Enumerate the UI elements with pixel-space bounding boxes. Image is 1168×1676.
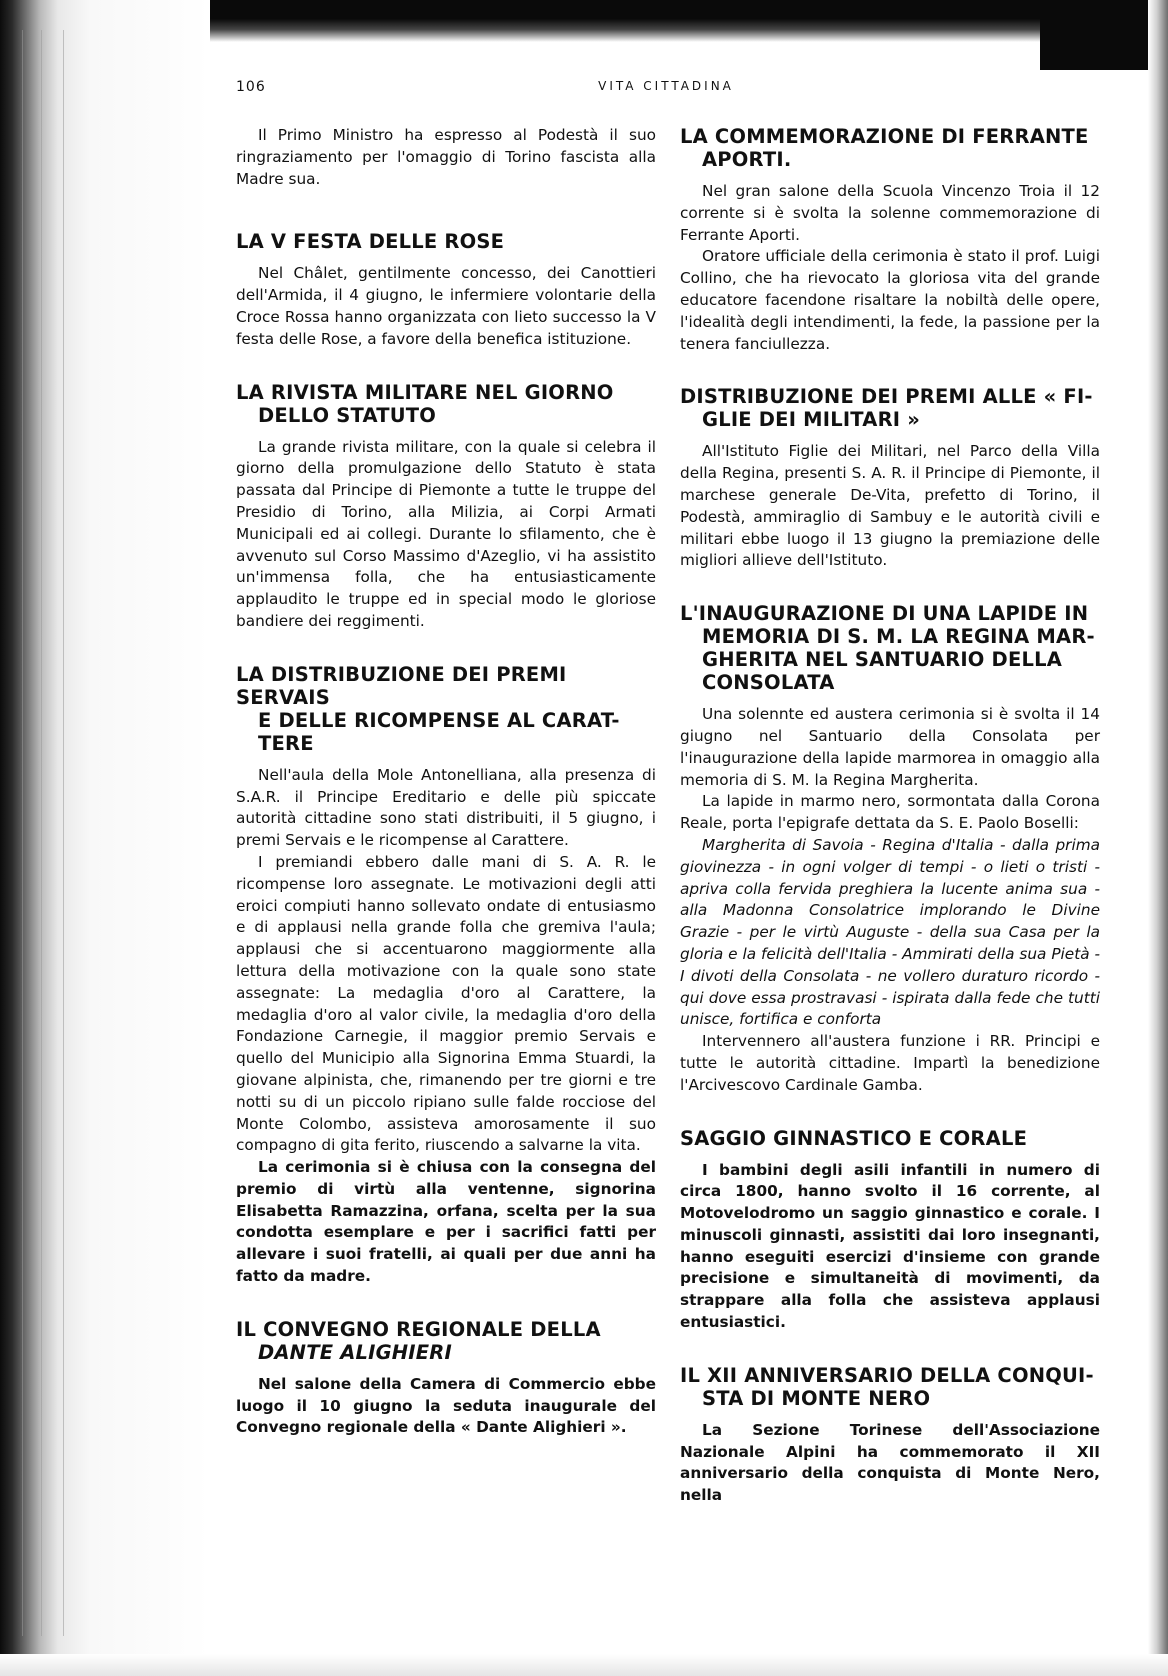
article-paragraph: Oratore ufficiale della cerimonia è stato il prof. Luigi Collino, che ha rievocato la gloriosa vita del grande educatore facendone risaltare la nobiltà delle opere, l'idealità degli intendimenti, la fede, la passione per la tenera fanciullezza.	[680, 247, 1100, 353]
article-title	[680, 1364, 1100, 1410]
title-line: LA RIVISTA MILITARE NEL GIORNO	[236, 380, 614, 404]
title-line: DELLO STATUTO	[258, 403, 437, 427]
spine-crease	[41, 30, 42, 1636]
article-title	[680, 602, 1100, 694]
article-paragraph: La Sezione Torinese dell'Associazione Nazionale Alpini ha commemorato il XII anniversario della conquista di Monte Nero, nella	[680, 1420, 1100, 1505]
article-title	[680, 385, 1100, 431]
page-edge-shadow	[1148, 0, 1168, 1676]
article-figlie-militari	[680, 385, 1100, 572]
page-bottom-edge	[0, 1654, 1168, 1676]
spine-crease	[63, 30, 64, 1636]
title-line: STA DI MONTE NERO	[702, 1386, 931, 1410]
title-line: TERE	[258, 731, 314, 755]
article-title	[236, 1318, 656, 1364]
epigraph-text: Margherita di Savoia - Regina d'Italia - dalla prima giovinezza - in ogni volger di tempi - o lieti o tristi - apriva colla fervida preghiera la lucente anima sua - alla Madonna Consolatrice implorando le Divine Grazie - per le virtù Auguste - della sua Casa per la gloria e la felicità dell'Italia - Ammirati della sua Pietà - I divoti della Consolata - ne vollero duraturo ricordo - qui dove essa prostravasi - ispirata dalla fede che tutti unisce, fortifica e conforta	[680, 835, 1100, 1029]
article-paragraph: Nell'aula della Mole Antonelliana, alla presenza di S.A.R. il Principe Ereditario e delle più spiccate autorità cittadine sono stati distribuiti, il 5 giugno, i premi Servais e le ricompense al Carattere.	[236, 765, 656, 850]
article-paragraph: Nel gran salone della Scuola Vincenzo Troia il 12 corrente si è svolta la solenne commemorazione di Ferrante Aporti.	[680, 182, 1100, 244]
title-line: LA COMMEMORAZIONE DI FERRANTE	[680, 125, 1089, 148]
page-header	[236, 79, 1096, 99]
right-column	[680, 125, 1100, 1507]
spine-crease	[22, 30, 23, 1636]
book-spine-shadow	[0, 0, 210, 1676]
article-paragraph: La lapide in marmo nero, sormontata dalla Corona Reale, porta l'epigrafe dettata da S. E. Paolo Boselli:	[680, 792, 1100, 833]
title-line: CONSOLATA	[702, 671, 835, 695]
left-column	[236, 125, 656, 1439]
article-monte-nero	[680, 1364, 1100, 1507]
title-line: LA DISTRIBUZIONE DEI PREMI SERVAIS	[236, 662, 567, 709]
article-lapide-regina	[680, 602, 1100, 1096]
running-title: VITA CITTADINA	[598, 79, 734, 93]
article-title	[236, 381, 656, 427]
article-festa-rose	[236, 230, 656, 350]
article-title	[680, 125, 1100, 171]
title-line: GHERITA NEL SANTUARIO DELLA	[702, 648, 1063, 672]
article-title: SAGGIO GINNASTICO E CORALE	[680, 1126, 1028, 1150]
article-ferrante-aporti	[680, 125, 1100, 355]
article-paragraph: La cerimonia si è chiusa con la consegna del premio di virtù alla ventenne, signorina Elisabetta Ramazzina, orfana, scelta per la sua condotta esemplare e per i sacrifici fatti per allevare i suoi fratelli, ai quali per due anni ha fatto da madre.	[236, 1158, 656, 1286]
article-paragraph: La grande rivista militare, con la quale si celebra il giorno della promulgazione dello Statuto è stata passata dal Principe di Piemonte a tutte le truppe del Presidio di Torino, alla Milizia, ai Corpi Armati Municipali ed ai collegi. Durante lo sfilamento, che è avvenuto sul Corso Massimo d'Azeglio, vi ha assistito un'immensa folla, che ha entusiasticamente applaudito le truppe ed in special modo le gloriose bandiere dei reggimenti.	[236, 437, 656, 630]
title-line: DISTRIBUZIONE DEI PREMI ALLE « FI-	[680, 385, 1093, 409]
title-line: DANTE ALIGHIERI	[258, 1340, 452, 1364]
title-line: IL XII ANNIVERSARIO DELLA CONQUI-	[680, 1363, 1094, 1387]
article-dante-alighieri	[236, 1318, 656, 1439]
title-line: APORTI.	[702, 148, 792, 171]
intro-paragraph: Il Primo Ministro ha espresso al Podestà il suo ringraziamento per l'omaggio di Torino fascista alla Madre sua.	[236, 126, 656, 188]
article-paragraph: Intervennero all'austera funzione i RR. Principi e tutte le autorità cittadine. Impartì la benedizione l'Arcivescovo Cardinale Gamba.	[680, 1032, 1100, 1094]
page-number: 106	[236, 79, 266, 95]
article-paragraph: I premiandi ebbero dalle mani di S. A. R. le ricompense loro assegnate. Le motivazioni degli atti eroici compiuti hanno sollevato ondate di entusiasmo e di applausi nella grande folla che gremiva l'aula; applausi che si accentuarono maggiormente alla lettura della motivazione con la quale sono state assegnate: La medaglia d'oro al Carattere, la medaglia d'oro al valor civile, la medaglia d'oro della Fondazione Carnegie, il maggior premio Servais e quello del Municipio alla Signorina Emma Stuardi, la giovane alpinista, che, rimanendo per tre giorni e tre notti su di un piccolo ripiano sulle falde rocciose del Monte Colombo, assisteva amorosamente il suo compagno di gita ferito, riuscendo a salvarne la vita.	[236, 852, 656, 1155]
article-premi-servais	[236, 663, 656, 1288]
article-title: LA V FESTA DELLE ROSE	[236, 230, 505, 254]
article-paragraph: I bambini degli asili infantili in numero di circa 1800, hanno svolto il 16 corrente, al Motovelodromo un saggio ginnastico e corale. I minuscoli ginnasti, assistiti dai loro insegnanti, hanno eseguiti esercizi d'insieme con grande precisione e simultaneità di movimenti, da strappare alla folla che assisteva applausi entusiastici.	[680, 1160, 1100, 1332]
article-paragraph: Nel salone della Camera di Commercio ebbe luogo il 10 giugno la seduta inaugurale del Convegno regionale della « Dante Alighieri ».	[236, 1374, 656, 1437]
title-line: E DELLE RICOMPENSE AL CARAT-	[258, 708, 620, 732]
title-line: L'INAUGURAZIONE DI UNA LAPIDE IN	[680, 602, 1089, 626]
article-title	[236, 663, 656, 755]
article-paragraph: All'Istituto Figlie dei Militari, nel Parco della Villa della Regina, presenti S. A. R. il Principe di Piemonte, il marchese generale De-Vita, prefetto di Torino, il Podestà, ammiraglio di Sambuy e le autorità civili e militari ebbe luogo il 13 giugno la premiazione delle migliori allieve dell'Istituto.	[680, 442, 1100, 570]
article-rivista-militare	[236, 381, 656, 633]
title-line: GLIE DEI MILITARI »	[702, 408, 921, 432]
article-paragraph: Una solennte ed austera cerimonia si è svolta il 14 giugno nel Santuario della Consolata per l'inaugurazione della lapide marmorea in omaggio alla memoria di S. M. la Regina Margherita.	[680, 705, 1100, 789]
article-saggio-ginnastico	[680, 1127, 1100, 1334]
article-paragraph: Nel Châlet, gentilmente concesso, dei Canottieri dell'Armida, il 4 giugno, le infermiere volontarie della Croce Rossa hanno organizzata con lieto successo la V festa delle Rose, a favore della benefica istituzione.	[236, 264, 656, 348]
title-line: IL CONVEGNO REGIONALE DELLA	[236, 1317, 601, 1341]
title-line: MEMORIA DI S. M. LA REGINA MAR-	[702, 625, 1095, 649]
